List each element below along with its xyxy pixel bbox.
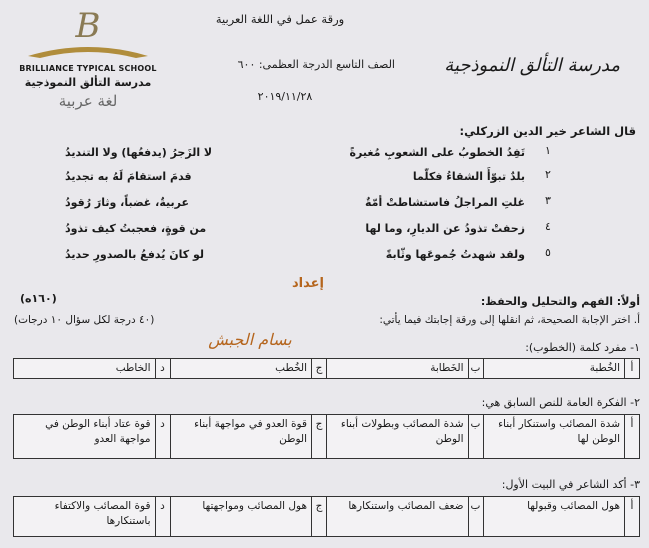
question-text: ١- مفرد كلمة (الخطوب):: [525, 341, 640, 354]
verse-number: ٣: [545, 194, 551, 207]
option-letter: أ: [625, 497, 640, 537]
logo-motto: لغة عربية: [58, 92, 118, 110]
option-text[interactable]: شدة المصائب واستنكار أبناء الوطن لها: [483, 415, 625, 459]
date: ٢٠١٩/١١/٢٨: [257, 90, 313, 103]
verse-first-half: ولقد شهدتُ جُموعَها وثّابةً: [385, 248, 525, 261]
option-text[interactable]: هول المصائب ومواجهتها: [170, 497, 312, 537]
logo-swoosh: [26, 42, 150, 62]
verse-second-half: قدمَ استقامَ لَهُ به تجديدُ: [65, 170, 192, 183]
question-text: ٣- أكد الشاعر في البيت الأول:: [501, 478, 640, 491]
option-letter: ج: [312, 359, 327, 379]
verse-first-half: غلتِ المراجلُ فاستشاطتْ أمّةٌ: [365, 196, 525, 209]
option-letter: د: [155, 359, 170, 379]
verse-second-half: عربيةٌ، غضباً، وثارَ رُقودُ: [65, 196, 189, 209]
worksheet-title: ورقة عمل في اللغة العربية: [215, 12, 345, 26]
option-text[interactable]: الخُطبة: [483, 359, 625, 379]
verse-first-half: بلدٌ تبوّأَ الشقاءُ فكلّما: [412, 170, 525, 183]
option-text[interactable]: ضعف المصائب واستنكارها: [327, 497, 469, 537]
option-text[interactable]: الخاطب: [14, 359, 156, 379]
verse-first-half: تَفِدُ الخطوبُ على الشعوبِ مُغيرةً: [349, 146, 525, 159]
option-letter: أ: [625, 415, 640, 459]
option-text[interactable]: قوة العدو في مواجهة أبناء الوطن: [170, 415, 312, 459]
author-signature: بسام الجبش: [208, 330, 292, 349]
option-text[interactable]: الخُطب: [170, 359, 312, 379]
logo-emblem: B: [75, 6, 101, 46]
options-table: [13, 496, 640, 537]
option-text[interactable]: قوة المصائب والاكتفاء باستنكارها: [14, 497, 156, 537]
options-table: [13, 358, 640, 379]
option-text[interactable]: قوة عتاد أبناء الوطن في مواجهة العدو: [14, 415, 156, 459]
logo-school-ar: مدرسة التألق النموذجية: [24, 76, 152, 89]
question-text: ٢- الفكرة العامة للنص السابق هي:: [481, 396, 640, 409]
instruction: أ. اختر الإجابة الصحيحة، ثم انقلها إلى ورقة إجابتك فيما يأتي:: [379, 314, 640, 326]
section-total: (١٦٠ه): [20, 292, 57, 305]
grade-line: الصف التاسع الدرجة العظمى: ٦٠٠: [237, 58, 395, 71]
option-letter: ب: [468, 497, 483, 537]
option-letter: ج: [312, 415, 327, 459]
verse-number: ٢: [545, 168, 551, 181]
option-letter: د: [155, 415, 170, 459]
verse-second-half: لو كانَ يُدفعُ بالصدورِ حديدُ: [65, 248, 204, 261]
verse-number: ١: [545, 144, 551, 157]
option-letter: أ: [625, 359, 640, 379]
option-letter: ب: [468, 359, 483, 379]
option-text[interactable]: الخَطابة: [327, 359, 469, 379]
option-letter: ب: [468, 415, 483, 459]
marks-note: (٤٠ درجة لكل سؤال ١٠ درجات): [14, 314, 155, 326]
option-letter: ج: [312, 497, 327, 537]
logo-school-en: BRILLIANCE TYPICAL SCHOOL: [19, 64, 157, 73]
verse-number: ٤: [545, 220, 551, 233]
school-name: مدرسة التألق النموذجية: [444, 55, 620, 76]
section-title: أولاً: الفهم والتحليل والحفظ:: [480, 295, 640, 308]
prepared-by-label: إعداد: [292, 276, 324, 291]
verse-number: ٥: [545, 246, 551, 259]
poem-intro: قال الشاعر خير الدين الزركلي:: [459, 124, 636, 138]
option-text[interactable]: هول المصائب وقبولها: [483, 497, 625, 537]
school-logo: [18, 6, 158, 126]
options-table: [13, 414, 640, 459]
option-letter: د: [155, 497, 170, 537]
option-text[interactable]: شدة المصائب وبطولات أبناء الوطن: [327, 415, 469, 459]
verse-first-half: زحفتْ تذودُ عن الديارِ، وما لها: [365, 222, 525, 235]
verse-second-half: لا الزَجرُ (يدفعُها) ولا التنديدُ: [65, 146, 213, 159]
verse-second-half: من قوةٍ، فعجبتُ كيف تذودُ: [65, 222, 207, 235]
